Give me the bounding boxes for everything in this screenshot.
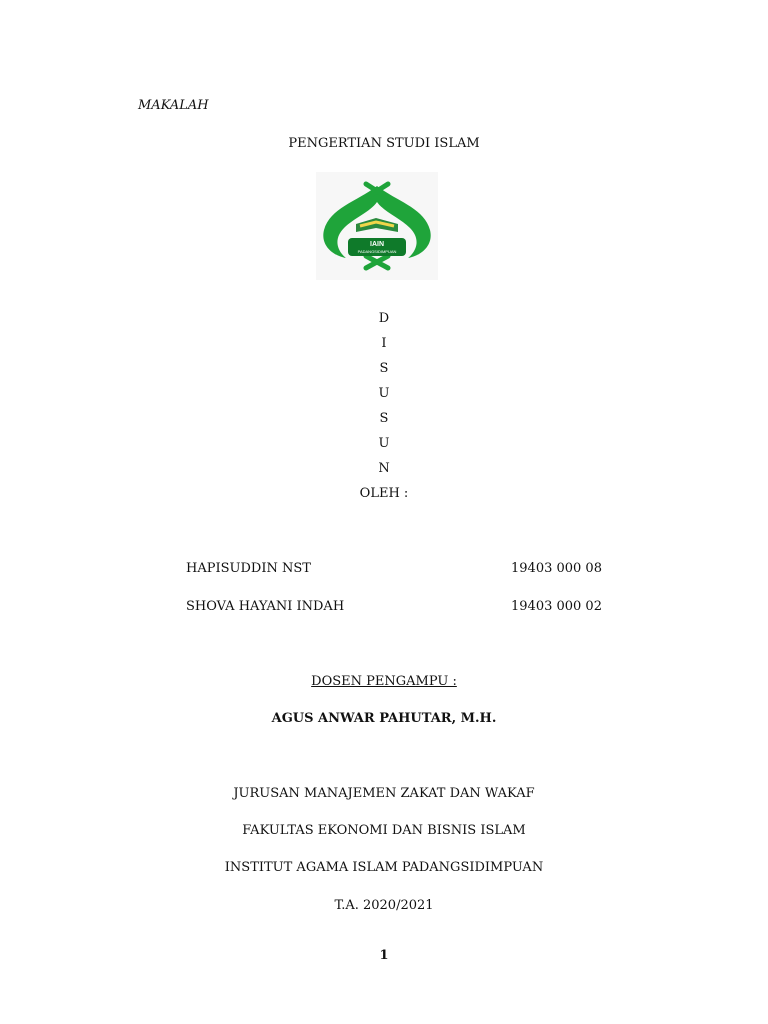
document-type: MAKALAH [138, 98, 209, 113]
iain-logo [316, 172, 438, 280]
fakultas: FAKULTAS EKONOMI DAN BISNIS ISLAM [242, 823, 526, 838]
disusun-letter: U [378, 436, 390, 451]
author-nim: 19403 000 02 [511, 599, 602, 614]
page-number: 1 [379, 948, 389, 963]
author-name: SHOVA HAYANI INDAH [186, 599, 345, 614]
jurusan: JURUSAN MANAJEMEN ZAKAT DAN WAKAF [233, 786, 535, 801]
dosen-label: DOSEN PENGAMPU : [311, 674, 457, 689]
disusun-letter: S [379, 411, 389, 426]
dosen-name: AGUS ANWAR PAHUTAR, M.H. [271, 711, 497, 726]
author-nim: 19403 000 08 [511, 561, 602, 576]
logo-line1: IAIN [370, 241, 384, 248]
institut: INSTITUT AGAMA ISLAM PADANGSIDIMPUAN [224, 860, 544, 875]
disusun-letter: N [378, 461, 390, 476]
document-title: PENGERTIAN STUDI ISLAM [288, 136, 480, 151]
disusun-letter: I [381, 336, 387, 351]
author-name: HAPISUDDIN NST [186, 561, 311, 576]
disusun-letter: D [378, 311, 390, 326]
academic-year: T.A. 2020/2021 [334, 898, 434, 913]
logo-line2: PADANGSIDIMPUAN [357, 249, 397, 254]
disusun-letter: S [379, 361, 389, 376]
disusun-letter: U [378, 386, 390, 401]
disusun-vertical [0, 311, 768, 511]
oleh-label: OLEH : [359, 486, 409, 501]
